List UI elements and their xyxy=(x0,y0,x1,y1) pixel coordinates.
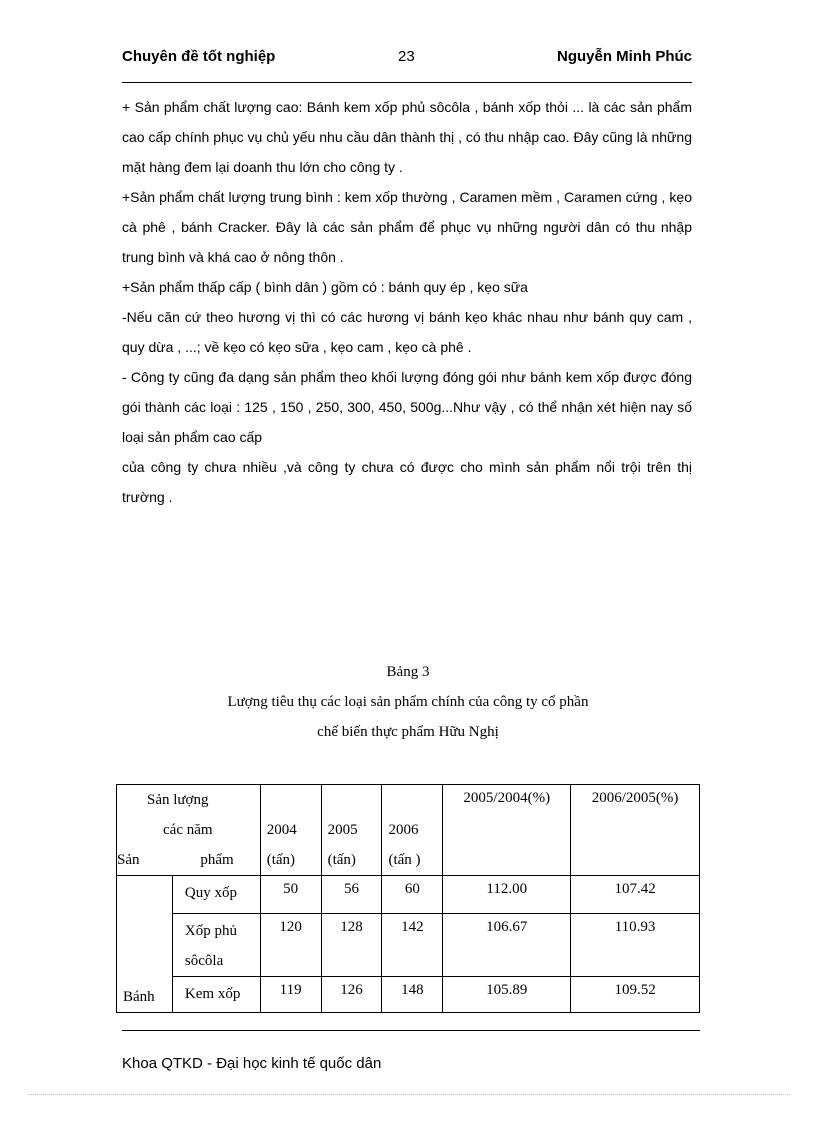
header-author: Nguyễn Minh Phúc xyxy=(557,48,692,65)
ratio-header-2005-2004: 2005/2004(%) xyxy=(443,785,571,876)
group-cell: Bánh xyxy=(117,876,173,1013)
corner-line3b: phẩm xyxy=(200,852,234,868)
sales-table xyxy=(116,784,700,1013)
page-header xyxy=(122,48,692,72)
product-cell: Quy xốp xyxy=(172,876,260,914)
corner-header-cell xyxy=(117,785,261,876)
table-row xyxy=(117,876,700,914)
ratio-header-2006-2005: 2006/2005(%) xyxy=(571,785,700,876)
table-header-row xyxy=(117,785,700,876)
table-title-line2: chế biến thực phẩm Hữu Nghị xyxy=(317,724,499,740)
page-footer: Khoa QTKD - Đại học kinh tế quốc dân xyxy=(122,1055,382,1072)
header-title: Chuyên đề tốt nghiệp xyxy=(122,48,276,65)
value-cell: 126 xyxy=(321,977,382,1013)
product-cell: Xốp phủ sôcôla xyxy=(172,914,260,977)
corner-line2: các năm xyxy=(163,822,213,838)
paragraph: +Sản phẩm chất lượng trung bình : kem xốp thường , Caramen mềm , Caramen cứng , kẹo cà phê , bánh Cracker. Đây là các sản phẩm để phục vụ những người dân có thu nhập trung bình và khá cao ở nông thôn . xyxy=(122,189,692,265)
year-header-2004: 2004 (tấn) xyxy=(260,785,321,876)
paragraph: -Nếu căn cứ theo hương vị thì có các hương vị bánh kẹo khác nhau như bánh quy cam , quy dừa , ...; về kẹo có kẹo sữa , kẹo cam , kẹo cà phê . xyxy=(122,309,692,355)
product-cell: Kem xốp xyxy=(172,977,260,1013)
value-cell: 128 xyxy=(321,914,382,977)
value-cell: 50 xyxy=(260,876,321,914)
ratio-cell: 106.67 xyxy=(443,914,571,977)
value-cell: 60 xyxy=(382,876,443,914)
table-row xyxy=(117,977,700,1013)
paragraph: +Sản phẩm thấp cấp ( bình dân ) gồm có : bánh quy ép , kẹo sữa xyxy=(122,279,528,295)
value-cell: 119 xyxy=(260,977,321,1013)
table-row xyxy=(117,914,700,977)
value-cell: 56 xyxy=(321,876,382,914)
value-cell: 120 xyxy=(260,914,321,977)
header-rule xyxy=(122,82,692,83)
value-cell: 148 xyxy=(382,977,443,1013)
paragraph: của công ty chưa nhiều ,và công ty chưa có được cho mình sản phẩm nổi trội trên thị trường . xyxy=(122,459,692,505)
paragraph: + Sản phẩm chất lượng cao: Bánh kem xốp phủ sôcôla , bánh xốp thỏi ... là các sản phẩm cao cấp chính phục vụ chủ yếu nhu cầu dân thành thị , có thu nhập cao. Đây cũng là những mặt hàng đem lại doanh thu lớn cho công ty . xyxy=(122,99,692,175)
ratio-cell: 112.00 xyxy=(443,876,571,914)
ratio-cell: 107.42 xyxy=(571,876,700,914)
paragraph: - Công ty cũng đa dạng sản phẩm theo khối lượng đóng gói như bánh kem xốp được đóng gói thành các loại : 125 , 150 , 250, 300, 450, 500g...Như vậy , có thể nhận xét hiện nay số loại sản phẩm cao cấp xyxy=(122,369,692,445)
year-header-2006: 2006 (tấn ) xyxy=(382,785,443,876)
corner-line3a: Sản xyxy=(117,852,140,868)
body-text xyxy=(122,92,692,512)
value-cell: 142 xyxy=(382,914,443,977)
year-header-2005: 2005 (tấn) xyxy=(321,785,382,876)
page-number: 23 xyxy=(398,48,415,65)
corner-line1: Sản lượng xyxy=(147,792,209,808)
page-edge-divider xyxy=(28,1094,790,1095)
footer-rule xyxy=(122,1030,700,1031)
table-label: Bảng 3 xyxy=(386,664,430,680)
ratio-cell: 109.52 xyxy=(571,977,700,1013)
ratio-cell: 105.89 xyxy=(443,977,571,1013)
ratio-cell: 110.93 xyxy=(571,914,700,977)
table-title-line1: Lượng tiêu thụ các loại sản phẩm chính của công ty cổ phần xyxy=(227,694,589,710)
